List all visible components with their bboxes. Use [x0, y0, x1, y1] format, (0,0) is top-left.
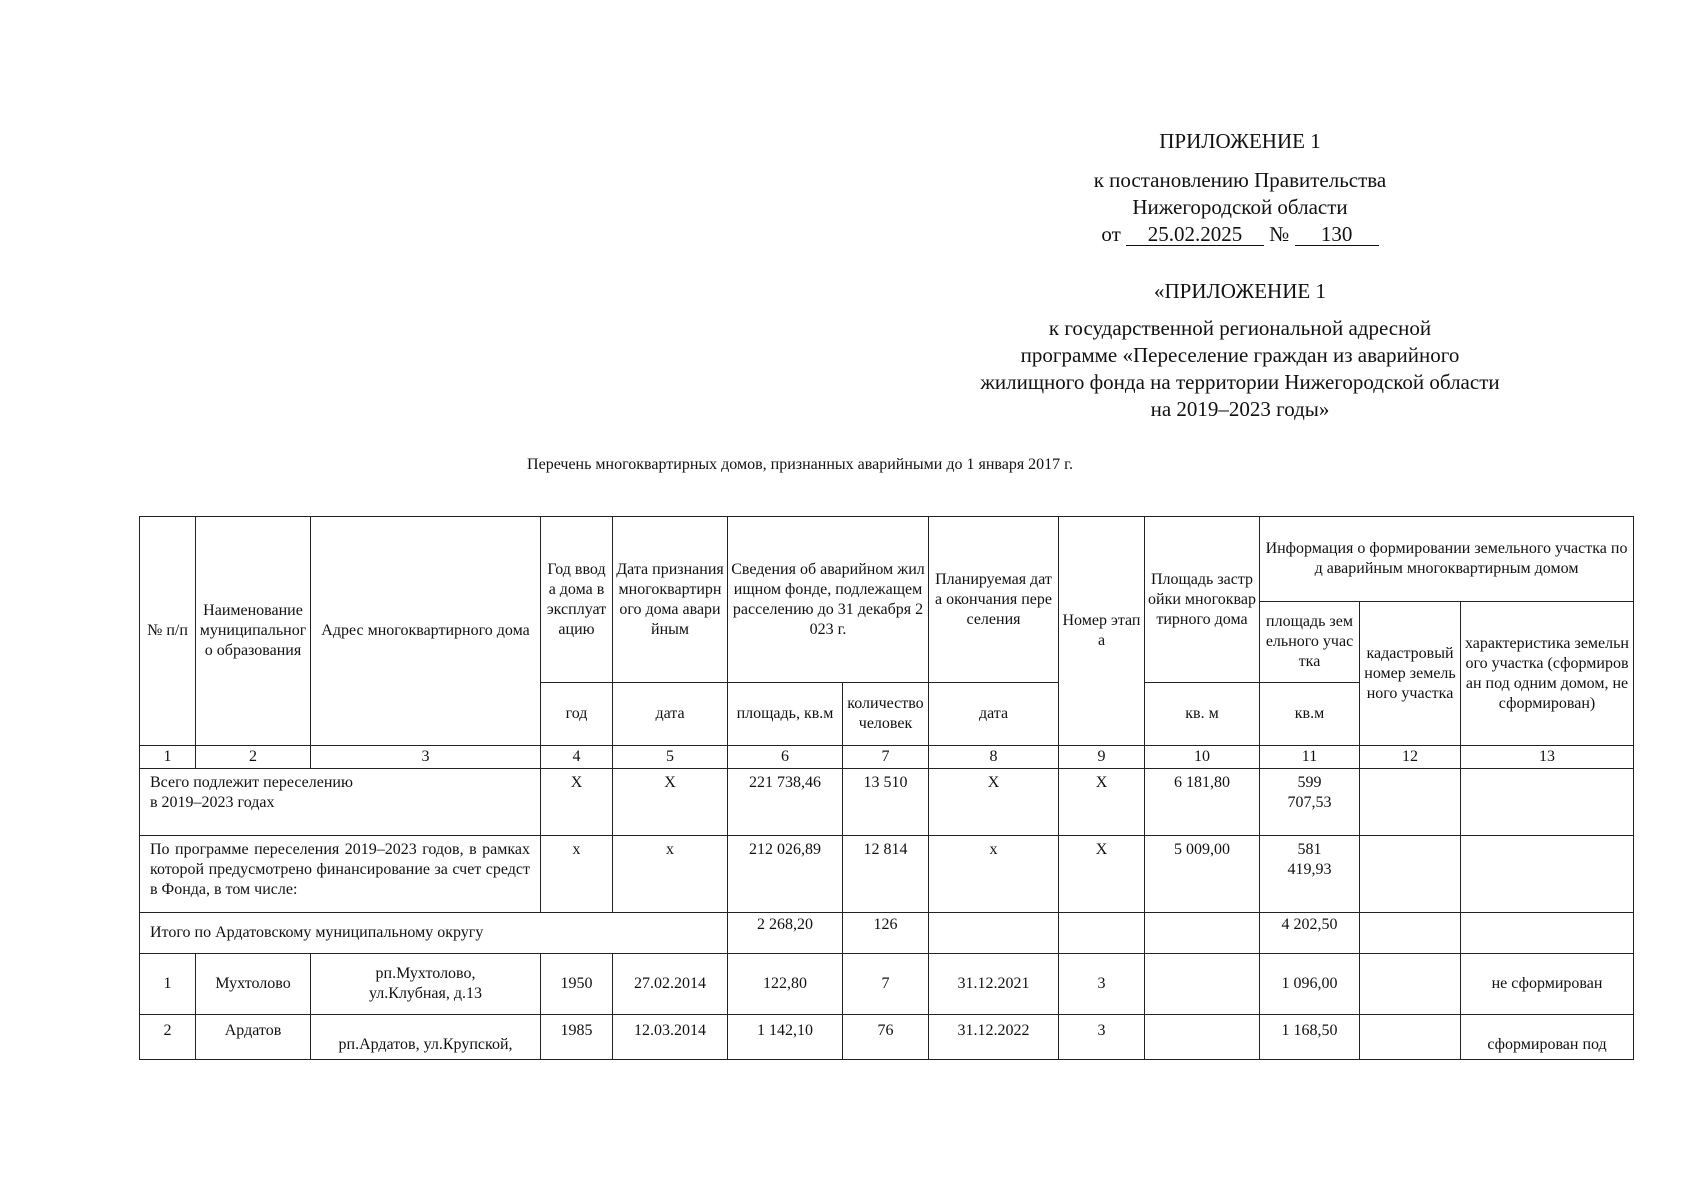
ardatov-land-area: 4 202,50: [1260, 913, 1360, 954]
col-num: 2: [196, 746, 311, 769]
program-row: [140, 836, 1634, 913]
row-num: 1: [140, 954, 196, 1015]
row-people: 7: [843, 954, 929, 1015]
row-building-area: [1145, 954, 1260, 1015]
program-line-4: на 2019–2023 годы»: [1150, 397, 1330, 421]
total-year: X: [541, 769, 613, 836]
ardatov-total-row: [140, 913, 1634, 954]
header-land-info: Информация о формировании земельного участка под аварийным многоквартирным домом: [1260, 517, 1634, 602]
ardatov-building-area: [1145, 913, 1260, 954]
header-municipality: Наименование муниципального образования: [196, 517, 311, 746]
ardatov-stage: [1059, 913, 1145, 954]
row-municipality: Ардатов: [196, 1015, 311, 1060]
row-planned: 31.12.2022: [929, 1015, 1059, 1060]
houses-table: [139, 516, 1634, 1060]
col-num: 1: [140, 746, 196, 769]
decree-line-2: Нижегородской области: [1132, 195, 1348, 219]
program-appendix-title: «ПРИЛОЖЕНИЕ 1: [1154, 279, 1326, 303]
row-num: 2: [140, 1015, 196, 1060]
row-land-char: сформирован под: [1461, 1015, 1634, 1060]
appendix-title: ПРИЛОЖЕНИЕ 1: [1159, 129, 1321, 153]
total-cadastral: [1360, 769, 1461, 836]
col-num: 11: [1260, 746, 1360, 769]
header-land-char: характеристика земельного участка (сформирован под одним домом, не сформирован): [1461, 602, 1634, 746]
ardatov-people: 126: [843, 913, 929, 954]
row-building-area: [1145, 1015, 1260, 1060]
program-building-area: 5 009,00: [1145, 836, 1260, 913]
header-stage: Номер этапа: [1059, 517, 1145, 746]
program-planned: х: [929, 836, 1059, 913]
total-people: 13 510: [843, 769, 929, 836]
ardatov-planned: [929, 913, 1059, 954]
col-num: 5: [613, 746, 728, 769]
program-appendix-header: [880, 278, 1600, 423]
list-title: Перечень многоквартирных домов, признанных аварийными до 1 января 2017 г.: [527, 456, 1073, 473]
number-prefix: №: [1269, 222, 1290, 246]
row-cadastral: [1360, 954, 1461, 1015]
col-num: 10: [1145, 746, 1260, 769]
row-municipality: Мухтолово: [196, 954, 311, 1015]
date-prefix: от: [1101, 222, 1121, 246]
row-year: 1950: [541, 954, 613, 1015]
program-stage: X: [1059, 836, 1145, 913]
total-land-char: [1461, 769, 1634, 836]
ardatov-area: 2 268,20: [728, 913, 843, 954]
row-area: 1 142,10: [728, 1015, 843, 1060]
program-year: х: [541, 836, 613, 913]
row-year: 1985: [541, 1015, 613, 1060]
unit-date: дата: [613, 683, 728, 746]
program-line-2: программе «Переселение граждан из аварийного: [1020, 343, 1460, 367]
table-row: [140, 954, 1634, 1015]
appendix-header: [1000, 128, 1480, 248]
header-building-area: Площадь застройки многоквартирного дома: [1145, 517, 1260, 683]
header-num: № п/п: [140, 517, 196, 746]
ardatov-cadastral: [1360, 913, 1461, 954]
col-num: 6: [728, 746, 843, 769]
program-people: 12 814: [843, 836, 929, 913]
total-label: Всего подлежит переселению в 2019–2023 годах: [140, 769, 541, 836]
row-land-area: 1 096,00: [1260, 954, 1360, 1015]
row-stage: 3: [1059, 954, 1145, 1015]
col-num: 9: [1059, 746, 1145, 769]
total-building-area: 6 181,80: [1145, 769, 1260, 836]
row-land-char: не сформирован: [1461, 954, 1634, 1015]
program-date: х: [613, 836, 728, 913]
row-area: 122,80: [728, 954, 843, 1015]
col-num: 4: [541, 746, 613, 769]
program-land-char: [1461, 836, 1634, 913]
header-year: Год ввода дома в эксплуатацию: [541, 517, 613, 683]
row-address: рп.Мухтолово, ул.Клубная, д.13: [311, 954, 541, 1015]
decree-date-line: [1000, 221, 1480, 248]
col-num: 8: [929, 746, 1059, 769]
total-planned: X: [929, 769, 1059, 836]
unit-sqm: кв. м: [1145, 683, 1260, 746]
header-cadastral: кадастровый номер земельного участка: [1360, 602, 1461, 746]
row-cadastral: [1360, 1015, 1461, 1060]
program-line-1: к государственной региональной адресной: [1048, 316, 1432, 340]
unit-people: количество человек: [843, 683, 929, 746]
row-planned: 31.12.2021: [929, 954, 1059, 1015]
decree-number: 130: [1295, 223, 1379, 246]
unit-date2: дата: [929, 683, 1059, 746]
ardatov-label: Итого по Ардатовскому муниципальному округу: [140, 913, 728, 954]
decree-date: 25.02.2025: [1126, 223, 1264, 246]
header-recognition-date: Дата признания многоквартирного дома аварийным: [613, 517, 728, 683]
table-row: [140, 1015, 1634, 1060]
total-stage: X: [1059, 769, 1145, 836]
row-recognition-date: 27.02.2014: [613, 954, 728, 1015]
row-stage: 3: [1059, 1015, 1145, 1060]
header-land-area: площадь земельного участка: [1260, 602, 1360, 683]
col-num: 13: [1461, 746, 1634, 769]
program-area: 212 026,89: [728, 836, 843, 913]
total-area: 221 738,46: [728, 769, 843, 836]
decree-line-1: к постановлению Правительства: [1093, 168, 1387, 192]
row-land-area: 1 168,50: [1260, 1015, 1360, 1060]
ardatov-land-char: [1461, 913, 1634, 954]
header-planned-date: Планируемая дата окончания переселения: [929, 517, 1059, 683]
unit-sqm2: кв.м: [1260, 683, 1360, 746]
col-num: 12: [1360, 746, 1461, 769]
unit-area: площадь, кв.м: [728, 683, 843, 746]
program-line-3: жилищного фонда на территории Нижегородской области: [980, 370, 1500, 394]
row-address: рп.Ардатов, ул.Крупской,: [311, 1015, 541, 1060]
header-info: Сведения об аварийном жилищном фонде, подлежащем расселению до 31 декабря 2023 г.: [728, 517, 929, 683]
program-label: По программе переселения 2019–2023 годов, в рамках которой предусмотрено финансирование за счет средств Фонда, в том числе:: [140, 836, 541, 913]
program-cadastral: [1360, 836, 1461, 913]
col-num: 7: [843, 746, 929, 769]
header-address: Адрес многоквартирного дома: [311, 517, 541, 746]
total-row: [140, 769, 1634, 836]
total-land-area: 599 707,53: [1260, 769, 1360, 836]
col-num: 3: [311, 746, 541, 769]
total-date: X: [613, 769, 728, 836]
row-recognition-date: 12.03.2014: [613, 1015, 728, 1060]
program-land-area: 581 419,93: [1260, 836, 1360, 913]
row-people: 76: [843, 1015, 929, 1060]
unit-year: год: [541, 683, 613, 746]
